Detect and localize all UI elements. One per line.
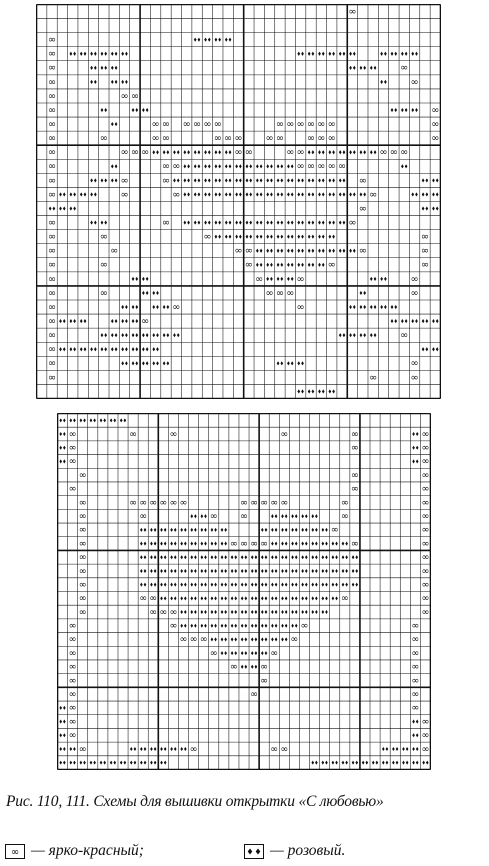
stitch-bright-red: ∞: [420, 231, 430, 243]
stitch-bright-red: ∞: [203, 231, 212, 243]
stitch-bright-red: ∞: [47, 330, 57, 342]
stitch-bright-red: ∞: [244, 259, 253, 271]
stitch-bright-red: ∞: [400, 147, 409, 159]
stitch-bright-red: ∞: [411, 675, 420, 687]
stitch-bright-red: ∞: [369, 372, 378, 384]
stitch-bright-red: ∞: [350, 469, 359, 481]
stitch-bright-red: ∞: [275, 119, 285, 131]
stitch-bright-red: ∞: [120, 147, 129, 159]
stitch-bright-red: ∞: [47, 175, 57, 187]
stitch-bright-red: ∞: [99, 259, 108, 271]
stitch-bright-red: ∞: [68, 428, 77, 440]
stitch-bright-red: ∞: [192, 119, 202, 131]
stitch-bright-red: ∞: [47, 104, 57, 116]
stitch-bright-red: ∞: [151, 133, 160, 145]
stitch-bright-red: ∞: [47, 287, 57, 299]
stitch-bright-red: ∞: [400, 62, 409, 74]
stitch-bright-red: ∞: [350, 538, 359, 550]
stitch-bright-red: ∞: [421, 552, 430, 564]
stitch-bright-red: ∞: [161, 119, 171, 131]
stitch-bright-red: ∞: [280, 428, 289, 440]
stitch-bright-red: ∞: [199, 634, 208, 646]
stitch-bright-red: ∞: [431, 119, 440, 131]
stitch-bright-red: ∞: [78, 469, 87, 481]
stitch-bright-red: ∞: [130, 90, 140, 102]
stitch-bright-red: ∞: [421, 593, 430, 605]
stitch-bright-red: ∞: [421, 524, 430, 536]
stitch-bright-red: ∞: [421, 442, 430, 454]
stitch-bright-red: ∞: [159, 497, 168, 509]
stitch-bright-red: ∞: [410, 358, 419, 370]
stitch-bright-red: ∞: [47, 147, 57, 159]
stitch-bright-red: ∞: [306, 133, 316, 145]
stitch-bright-red: ∞: [47, 161, 57, 173]
stitch-bright-red: ∞: [47, 217, 57, 229]
stitch-bright-red: ∞: [229, 538, 238, 550]
stitch-bright-red: ∞: [317, 119, 326, 131]
stitch-bright-red: ∞: [68, 716, 77, 728]
stitch-bright-red: ∞: [330, 524, 339, 536]
stitch-bright-red: ∞: [68, 620, 77, 632]
stitch-bright-red: ∞: [296, 147, 305, 159]
stitch-bright-red: ∞: [189, 634, 198, 646]
stitch-bright-red: ∞: [411, 620, 420, 632]
stitch-bright-red: ∞: [286, 147, 295, 159]
stitch-bright-red: ∞: [68, 689, 77, 701]
stitch-bright-red: ∞: [234, 245, 243, 257]
stitch-bright-red: ∞: [151, 119, 160, 131]
stitch-bright-red: ∞: [421, 428, 430, 440]
embroidery-chart-fig-111: [57, 413, 431, 770]
stitch-bright-red: ∞: [270, 647, 279, 659]
stitch-bright-red: ∞: [78, 538, 87, 550]
stitch-bright-red: ∞: [250, 538, 259, 550]
stitch-bright-red: ∞: [169, 428, 178, 440]
stitch-bright-red: ∞: [99, 133, 108, 145]
stitch-bright-red: ∞: [280, 743, 289, 755]
stitch-bright-red: ∞: [421, 469, 430, 481]
stitch-bright-red: ∞: [99, 231, 108, 243]
stitch-bright-red: ∞: [410, 372, 419, 384]
stitch-bright-red: ∞: [275, 133, 285, 145]
stitch-bright-red: ∞: [172, 161, 181, 173]
stitch-bright-red: ∞: [68, 730, 77, 742]
stitch-bright-red: ∞: [240, 497, 248, 509]
stitch-bright-red: ∞: [189, 743, 198, 755]
stitch-bright-red: ∞: [130, 147, 140, 159]
stitch-bright-red: ∞: [47, 90, 57, 102]
stitch-bright-red: ∞: [255, 273, 264, 285]
stitch-bright-red: ∞: [141, 147, 150, 159]
stitch-bright-red: ∞: [161, 133, 171, 145]
legend-pink: [244, 841, 345, 861]
stitch-bright-red: ∞: [340, 593, 349, 605]
stitch-bright-red: ∞: [182, 119, 191, 131]
stitch-bright-red: ∞: [68, 702, 77, 714]
stitch-bright-red: ∞: [203, 119, 212, 131]
stitch-bright-red: ∞: [306, 161, 316, 173]
stitch-bright-red: ∞: [421, 606, 430, 618]
stitch-bright-red: ∞: [78, 565, 87, 577]
stitch-bright-red: ∞: [327, 259, 336, 271]
stitch-bright-red: ∞: [260, 538, 269, 550]
stitch-bright-red: ∞: [209, 511, 218, 523]
stitch-bright-red: ∞: [240, 538, 248, 550]
stitch-bright-red: ∞: [411, 661, 420, 673]
stitch-bright-red: ∞: [250, 689, 259, 701]
stitch-bright-red: ∞: [179, 497, 188, 509]
stitch-bright-red: ∞: [260, 661, 269, 673]
embroidery-chart-fig-110: [36, 4, 441, 399]
stitch-bright-red: ∞: [265, 133, 274, 145]
stitch-bright-red: ∞: [120, 175, 129, 187]
stitch-bright-red: ∞: [47, 34, 57, 46]
stitch-bright-red: ∞: [47, 62, 57, 74]
stitch-bright-red: ∞: [47, 358, 57, 370]
stitch-bright-red: ∞: [389, 147, 398, 159]
stitch-bright-red: ∞: [120, 189, 129, 201]
stitch-bright-red: ∞: [161, 217, 171, 229]
svg-text:∞: ∞: [10, 846, 20, 858]
stitch-bright-red: ∞: [229, 661, 238, 673]
stitch-bright-red: ∞: [149, 497, 158, 509]
stitch-bright-red: ∞: [296, 301, 305, 313]
stitch-bright-red: ∞: [411, 689, 420, 701]
stitch-bright-red: ∞: [327, 119, 336, 131]
stitch-bright-red: ∞: [139, 593, 148, 605]
stitch-bright-red: ∞: [78, 552, 87, 564]
legend-bright-red: [5, 841, 144, 861]
figure-caption: Рис. 110, 111. Схемы для вышивки открытки «С любовью»: [6, 793, 384, 810]
stitch-bright-red: ∞: [47, 301, 57, 313]
stitch-bright-red: ∞: [300, 620, 309, 632]
stitch-bright-red: ∞: [68, 661, 77, 673]
stitch-bright-red: ∞: [129, 497, 138, 509]
stitch-bright-red: ∞: [47, 344, 57, 356]
stitch-bright-red: ∞: [179, 634, 188, 646]
stitch-bright-red: ∞: [68, 483, 77, 495]
stitch-bright-red: ∞: [350, 442, 359, 454]
stitch-bright-red: ∞: [47, 245, 57, 257]
stitch-bright-red: ∞: [296, 119, 305, 131]
stitch-bright-red: ∞: [68, 647, 77, 659]
stitch-bright-red: ∞: [337, 161, 347, 173]
stitch-bright-red: ∞: [209, 647, 218, 659]
stitch-bright-red: ∞: [420, 245, 430, 257]
stitch-bright-red: ∞: [139, 497, 148, 509]
stitch-bright-red: ∞: [47, 372, 57, 384]
stitch-bright-red: ∞: [78, 524, 87, 536]
stitch-bright-red: ∞: [327, 161, 336, 173]
stitch-bright-red: ∞: [286, 119, 295, 131]
stitch-bright-red: ∞: [244, 245, 253, 257]
stitch-bright-red: ∞: [265, 287, 274, 299]
stitch-bright-red: ∞: [78, 579, 87, 591]
stitch-bright-red: ∞: [411, 702, 420, 714]
legend-pink-label: — розовый.: [270, 842, 346, 859]
stitch-bright-red: ∞: [327, 133, 336, 145]
stitch-bright-red: ∞: [421, 743, 430, 755]
stitch-bright-red: ∞: [358, 245, 367, 257]
stitch-bright-red: ∞: [250, 497, 259, 509]
stitch-bright-red: ∞: [317, 133, 326, 145]
stitch-bright-red: ∞: [270, 497, 279, 509]
stitch-bright-red: ∞: [340, 497, 349, 509]
stitch-bright-red: ∞: [78, 606, 87, 618]
stitch-bright-red: ∞: [421, 716, 430, 728]
stitch-bright-red: ∞: [47, 48, 57, 60]
stitch-bright-red: ∞: [169, 497, 178, 509]
stitch-bright-red: ∞: [431, 104, 440, 116]
stitch-bright-red: ∞: [234, 133, 243, 145]
stitch-bright-red: ∞: [410, 273, 419, 285]
stitch-bright-red: ∞: [68, 634, 77, 646]
stitch-bright-red: ∞: [240, 511, 248, 523]
stitch-bright-red: ∞: [350, 428, 359, 440]
stitch-bright-red: ∞: [141, 316, 150, 328]
stitch-bright-red: ∞: [213, 133, 222, 145]
stitch-bright-red: ∞: [47, 119, 57, 131]
stitch-bright-red: ∞: [431, 133, 440, 145]
stitch-bright-red: ∞: [47, 273, 57, 285]
stitch-bright-red: ∞: [286, 287, 295, 299]
stitch-bright-red: ∞: [410, 76, 419, 88]
stitch-bright-red: ∞: [169, 620, 178, 632]
diamond-pair-icon: [244, 844, 264, 859]
stitch-bright-red: ∞: [78, 743, 87, 755]
stitch-bright-red: ∞: [47, 76, 57, 88]
stitch-bright-red: ∞: [99, 287, 108, 299]
stitch-bright-red: ∞: [172, 301, 181, 313]
stitch-bright-red: ∞: [280, 497, 289, 509]
stitch-bright-red: ∞: [350, 483, 359, 495]
stitch-bright-red: ∞: [317, 161, 326, 173]
loop-cross-icon: [5, 844, 25, 859]
stitch-bright-red: ∞: [68, 675, 77, 687]
legend-bright-red-label: — ярко-красный;: [31, 842, 144, 859]
stitch-bright-red: ∞: [78, 511, 87, 523]
stitch-bright-red: ∞: [421, 483, 430, 495]
stitch-bright-red: ∞: [129, 428, 138, 440]
stitch-bright-red: ∞: [213, 119, 222, 131]
stitch-bright-red: ∞: [296, 161, 305, 173]
stitch-bright-red: ∞: [159, 606, 168, 618]
stitch-bright-red: ∞: [149, 606, 158, 618]
stitch-bright-red: ∞: [296, 273, 305, 285]
stitch-bright-red: ∞: [78, 497, 87, 509]
stitch-bright-red: ∞: [68, 442, 77, 454]
stitch-bright-red: ∞: [421, 565, 430, 577]
stitch-bright-red: ∞: [290, 634, 299, 646]
stitch-bright-red: ∞: [78, 593, 87, 605]
stitch-bright-red: ∞: [369, 189, 378, 201]
stitch-bright-red: ∞: [411, 634, 420, 646]
stitch-bright-red: ∞: [169, 606, 178, 618]
stitch-bright-red: ∞: [172, 189, 181, 201]
stitch-bright-red: ∞: [421, 511, 430, 523]
stitch-bright-red: ∞: [149, 593, 158, 605]
stitch-bright-red: ∞: [224, 133, 233, 145]
stitch-bright-red: ∞: [410, 287, 419, 299]
stitch-bright-red: ∞: [400, 330, 409, 342]
stitch-bright-red: ∞: [340, 511, 349, 523]
stitch-bright-red: ∞: [358, 175, 367, 187]
stitch-bright-red: ∞: [358, 203, 367, 215]
stitch-bright-red: ∞: [161, 161, 171, 173]
stitch-bright-red: ∞: [139, 511, 148, 523]
stitch-bright-red: ∞: [275, 287, 285, 299]
stitch-bright-red: ∞: [421, 497, 430, 509]
stitch-bright-red: ∞: [161, 175, 171, 187]
stitch-bright-red: ∞: [270, 743, 279, 755]
stitch-bright-red: ∞: [420, 259, 430, 271]
stitch-bright-red: ∞: [421, 579, 430, 591]
stitch-bright-red: ∞: [47, 259, 57, 271]
stitch-bright-red: ∞: [68, 456, 77, 468]
stitch-bright-red: ∞: [47, 316, 57, 328]
stitch-bright-red: ∞: [120, 90, 129, 102]
stitch-bright-red: ∞: [47, 231, 57, 243]
stitch-bright-red: ∞: [348, 6, 357, 18]
stitch-bright-red: ∞: [47, 133, 57, 145]
stitch-bright-red: ∞: [306, 119, 316, 131]
stitch-bright-red: ∞: [348, 217, 357, 229]
stitch-bright-red: ∞: [421, 538, 430, 550]
stitch-bright-red: ∞: [411, 647, 420, 659]
stitch-bright-red: ∞: [234, 147, 243, 159]
stitch-bright-red: ∞: [110, 245, 119, 257]
stitch-bright-red: ∞: [260, 497, 269, 509]
stitch-bright-red: ∞: [260, 675, 269, 687]
stitch-bright-red: ∞: [421, 456, 430, 468]
stitch-bright-red: ∞: [244, 147, 253, 159]
stitch-bright-red: ∞: [379, 147, 388, 159]
stitch-bright-red: ∞: [47, 189, 57, 201]
stitch-bright-red: ∞: [421, 730, 430, 742]
